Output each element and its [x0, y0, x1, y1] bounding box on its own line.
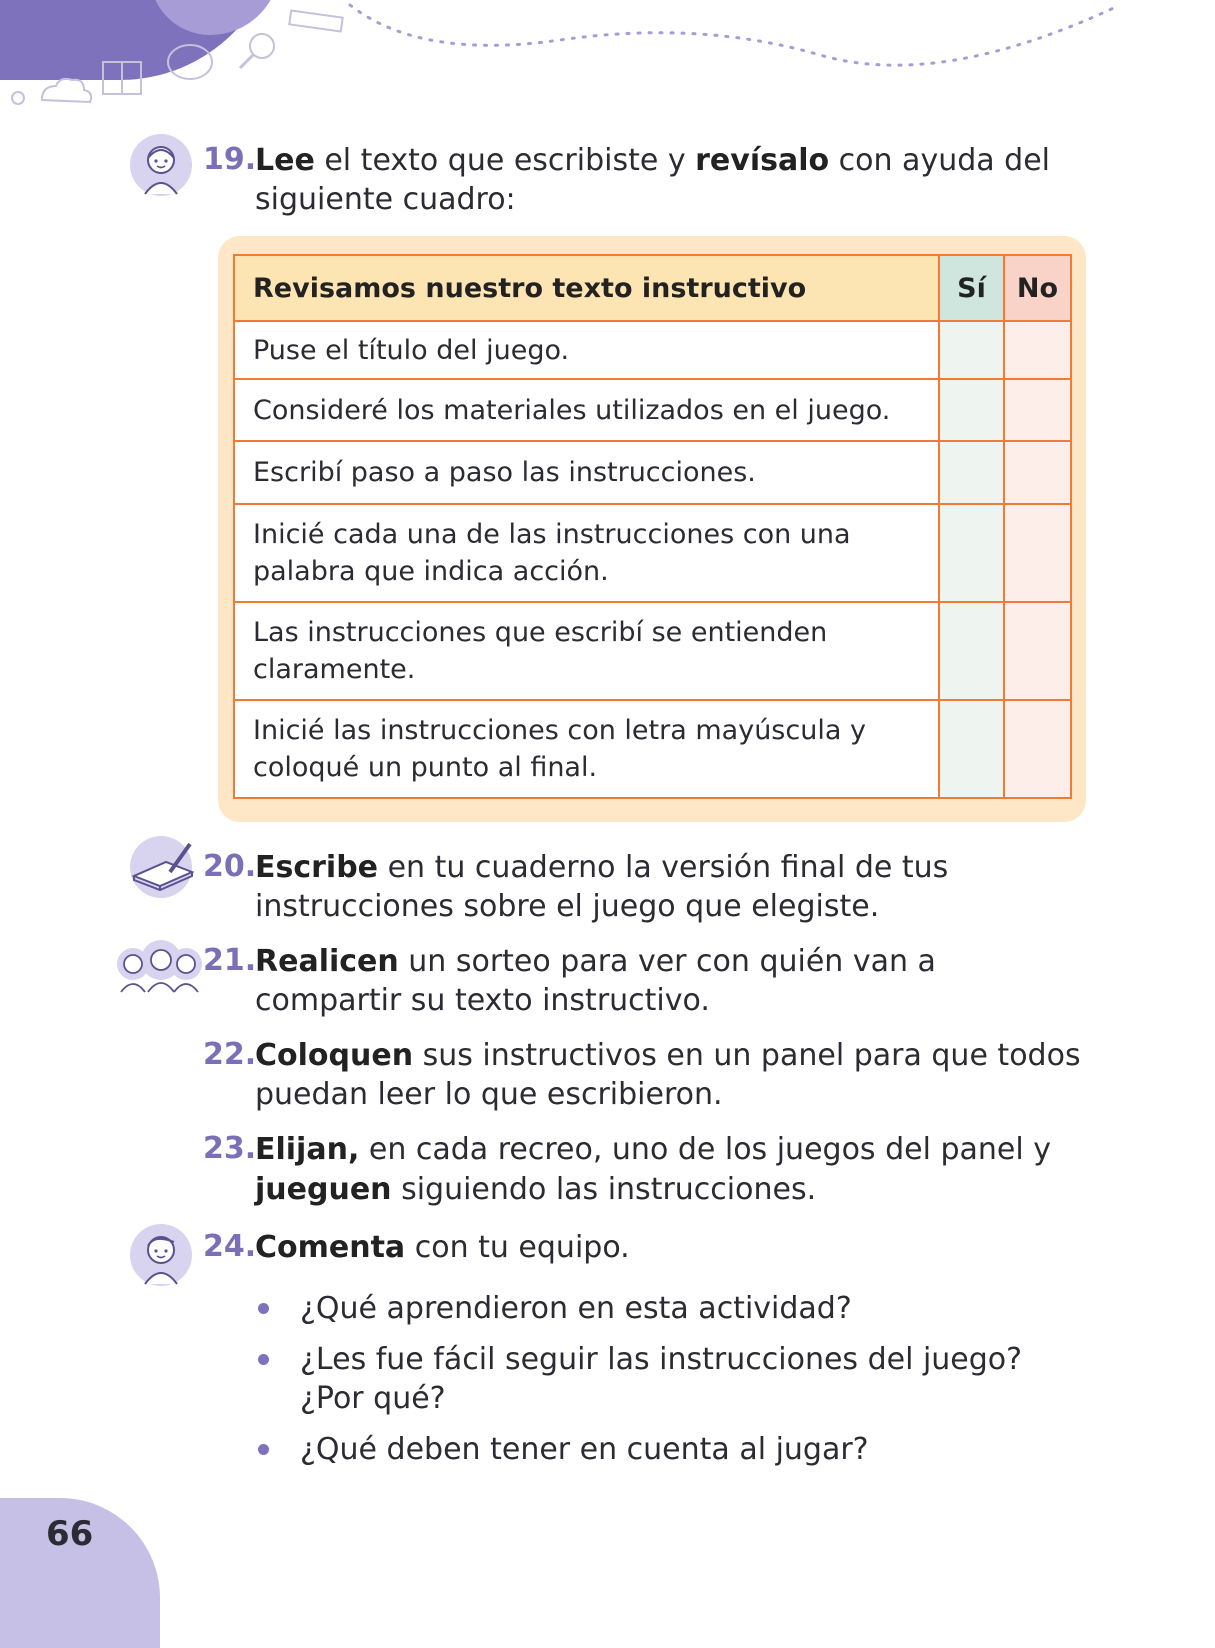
- yes-checkbox-cell[interactable]: [939, 602, 1004, 700]
- bold-verb: Comenta: [255, 1230, 406, 1265]
- yes-checkbox-cell[interactable]: [939, 321, 1004, 379]
- exercise-24-line-1: Comenta con tu equipo.: [255, 1230, 630, 1265]
- exercise-23-line-1: Elijan, en cada recreo, uno de los juegos del panel y: [255, 1132, 1051, 1167]
- exercise-21-line-1: Realicen un sorteo para ver con quién van a: [255, 944, 936, 979]
- exercise-20-line-1: Escribe en tu cuaderno la versión final de tus: [255, 850, 949, 885]
- table-row: [234, 602, 1071, 700]
- bold-verb: Elijan,: [255, 1132, 360, 1167]
- no-checkbox-cell[interactable]: [1004, 441, 1071, 504]
- exercise-number: 23.: [203, 1131, 257, 1166]
- group-of-students-icon: [116, 938, 206, 998]
- yes-checkbox-cell[interactable]: [939, 700, 1004, 798]
- exercise-19-line-1: Lee el texto que escribiste y revísalo con ayuda del: [255, 143, 1051, 178]
- table-header-row: [234, 255, 1071, 321]
- exercise-19-line-2: siguiente cuadro:: [255, 182, 516, 217]
- table-row: [234, 379, 1071, 441]
- yes-checkbox-cell[interactable]: [939, 441, 1004, 504]
- exercise-23-line-2: jueguen siguiendo las instrucciones.: [255, 1172, 817, 1207]
- exercise-number: 24.: [203, 1229, 257, 1264]
- no-checkbox-cell[interactable]: [1004, 504, 1071, 602]
- exercise-20-line-2: instrucciones sobre el juego que elegiste.: [255, 889, 880, 924]
- bold-verb: Lee: [255, 143, 315, 178]
- exercise-22-line-2: puedan leer lo que escribieron.: [255, 1077, 723, 1112]
- checklist-item: Inicié las instrucciones con letra mayúscula y coloqué un punto al final.: [234, 700, 939, 798]
- exercise-number: 20.: [203, 849, 257, 884]
- table-row: [234, 321, 1071, 379]
- yes-checkbox-cell[interactable]: [939, 504, 1004, 602]
- bullet-dot: [258, 1444, 269, 1455]
- exercise-number: 19.: [203, 142, 257, 177]
- checklist-item: Escribí paso a paso las instrucciones.: [234, 441, 939, 504]
- discussion-question: ¿Qué aprendieron en esta actividad?: [300, 1291, 852, 1326]
- bullet-dot: [258, 1303, 269, 1314]
- no-column-header: No: [1004, 255, 1071, 321]
- no-checkbox-cell[interactable]: [1004, 700, 1071, 798]
- exercise-22-line-1: Coloquen sus instructivos en un panel para que todos: [255, 1038, 1081, 1073]
- exercise-21-line-2: compartir su texto instructivo.: [255, 983, 710, 1018]
- discussion-question-continued: ¿Por qué?: [300, 1381, 446, 1416]
- no-checkbox-cell[interactable]: [1004, 379, 1071, 441]
- exercise-number: 21.: [203, 943, 257, 978]
- yes-checkbox-cell[interactable]: [939, 379, 1004, 441]
- notebook-writing-icon: [130, 836, 192, 898]
- review-checklist-table: [233, 254, 1072, 799]
- bold-verb: Escribe: [255, 850, 379, 885]
- table-row: [234, 504, 1071, 602]
- checklist-item: Consideré los materiales utilizados en el juego.: [234, 379, 939, 441]
- page-number: 66: [46, 1514, 94, 1554]
- bold-verb: Coloquen: [255, 1038, 414, 1073]
- student-girl-icon: [130, 134, 192, 196]
- table-row: [234, 441, 1071, 504]
- checklist-item: Puse el título del juego.: [234, 321, 939, 379]
- discussion-question: ¿Qué deben tener en cuenta al jugar?: [300, 1432, 869, 1467]
- checklist-item: Inicié cada una de las instrucciones con una palabra que indica acción.: [234, 504, 939, 602]
- table-row: [234, 700, 1071, 798]
- bullet-dot: [258, 1354, 269, 1365]
- yes-column-header: Sí: [939, 255, 1004, 321]
- student-boy-icon: [130, 1224, 192, 1286]
- bold-verb: jueguen: [255, 1172, 392, 1207]
- exercise-number: 22.: [203, 1037, 257, 1072]
- bold-verb: revísalo: [695, 143, 830, 178]
- header-doodles: [0, 0, 1215, 130]
- no-checkbox-cell[interactable]: [1004, 602, 1071, 700]
- checklist-item: Las instrucciones que escribí se entienden claramente.: [234, 602, 939, 700]
- bold-verb: Realicen: [255, 944, 399, 979]
- table-header: Revisamos nuestro texto instructivo: [234, 255, 939, 321]
- no-checkbox-cell[interactable]: [1004, 321, 1071, 379]
- discussion-question: ¿Les fue fácil seguir las instrucciones del juego?: [300, 1342, 1023, 1377]
